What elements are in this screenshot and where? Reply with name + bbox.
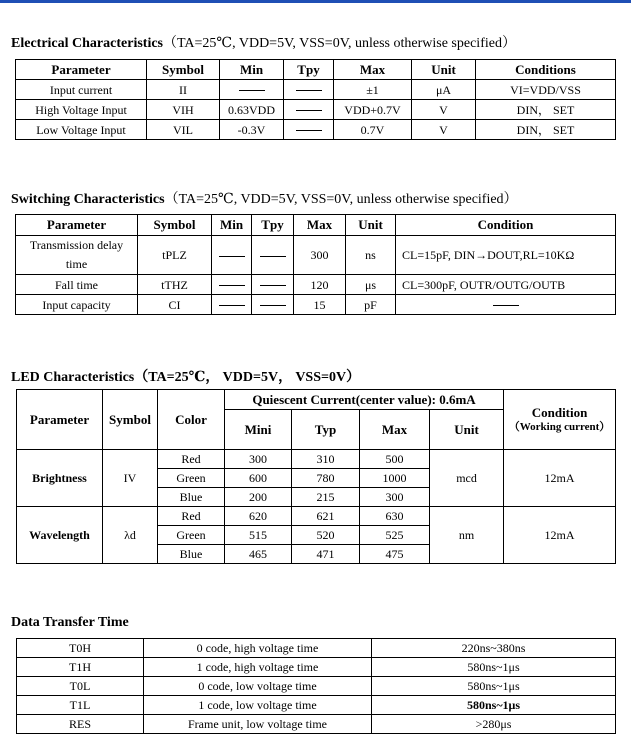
table-cell: IV — [103, 450, 158, 507]
table-cell: Green — [158, 469, 225, 488]
table-cell: Input capacity — [16, 295, 138, 315]
table-cell: Transmission delay time — [16, 236, 138, 275]
table-cell — [220, 80, 284, 100]
table-cell: 475 — [360, 545, 430, 564]
header-cell: Unit — [412, 60, 476, 80]
dash-mark — [260, 256, 286, 257]
dash-mark — [296, 90, 322, 91]
table-row — [17, 658, 616, 677]
table-cell: nm — [430, 507, 504, 564]
dash-mark — [296, 130, 322, 131]
table-row — [16, 275, 616, 295]
table-cell: 220ns~380ns — [372, 639, 616, 658]
table-cell: 520 — [292, 526, 360, 545]
table-cell: V — [412, 120, 476, 140]
transfer-title-text: Data Transfer Time — [11, 615, 129, 630]
table-cell: 621 — [292, 507, 360, 526]
table-cell: Red — [158, 507, 225, 526]
top-rule — [0, 0, 631, 3]
header-cell: Symbol — [147, 60, 220, 80]
table-cell: T0L — [17, 677, 144, 696]
table-cell: 300 — [294, 236, 346, 275]
switching-title — [11, 188, 518, 208]
table-row — [17, 696, 616, 715]
table-cell: CI — [138, 295, 212, 315]
table-cell: Fall time — [16, 275, 138, 295]
table-cell: 300 — [360, 488, 430, 507]
dash-mark — [260, 285, 286, 286]
table-cell: Green — [158, 526, 225, 545]
table-cell — [252, 295, 294, 315]
table-cell: 580ns~1μs — [372, 658, 616, 677]
table-cell: μs — [346, 275, 396, 295]
table-cell: 620 — [225, 507, 292, 526]
header-cell: Typ — [292, 410, 360, 450]
electrical-table — [15, 59, 616, 140]
header-cell: Max — [360, 410, 430, 450]
table-cell — [212, 295, 252, 315]
table-cell: CL=300pF, OUTR/OUTG/OUTB — [396, 275, 616, 295]
table-cell: tPLZ — [138, 236, 212, 275]
header-cell: Tpy — [284, 60, 334, 80]
table-cell: mcd — [430, 450, 504, 507]
dash-mark — [239, 90, 265, 91]
table-cell: 580ns~1μs — [372, 677, 616, 696]
table-cell: VDD+0.7V — [334, 100, 412, 120]
table-row — [17, 450, 616, 469]
table-cell: >280μs — [372, 715, 616, 734]
dash-mark — [219, 285, 245, 286]
header-cell: Tpy — [252, 215, 294, 236]
table-cell: μA — [412, 80, 476, 100]
table-cell — [284, 120, 334, 140]
dash-mark — [219, 305, 245, 306]
table-cell — [252, 275, 294, 295]
table-cell: 580ns~1μs — [372, 696, 616, 715]
table-cell: 0.63VDD — [220, 100, 284, 120]
header-cell: Quiescent Current(center value): 0.6mA — [225, 390, 504, 410]
header-cell: Color — [158, 390, 225, 450]
led-table — [16, 389, 616, 564]
dash-mark — [219, 256, 245, 257]
table-row — [17, 715, 616, 734]
table-cell: 525 — [360, 526, 430, 545]
table-cell: 120 — [294, 275, 346, 295]
table-row — [16, 100, 616, 120]
table-cell: V — [412, 100, 476, 120]
switching-table — [15, 214, 616, 315]
table-row — [16, 120, 616, 140]
header-cell: Unit — [346, 215, 396, 236]
table-cell: DIN， SET — [476, 120, 616, 140]
table-cell: VIH — [147, 100, 220, 120]
table-cell: Wavelength — [17, 507, 103, 564]
table-cell: T0H — [17, 639, 144, 658]
table-header-row — [17, 390, 616, 410]
dash-mark — [260, 305, 286, 306]
table-cell: 0 code, low voltage time — [144, 677, 372, 696]
table-cell: CL=15pF, DIN→DOUT,RL=10KΩ — [396, 236, 616, 275]
electrical-title — [11, 32, 516, 52]
table-cell: High Voltage Input — [16, 100, 147, 120]
table-cell: pF — [346, 295, 396, 315]
table-cell: 0 code, high voltage time — [144, 639, 372, 658]
table-cell: 465 — [225, 545, 292, 564]
header-cell: Parameter — [16, 60, 147, 80]
table-cell: 310 — [292, 450, 360, 469]
table-cell: 600 — [225, 469, 292, 488]
header-cell: Max — [294, 215, 346, 236]
table-cell: T1H — [17, 658, 144, 677]
table-cell: ns — [346, 236, 396, 275]
led-title — [11, 366, 360, 386]
table-cell: Red — [158, 450, 225, 469]
condition-header: Condition — [531, 404, 588, 420]
header-cell — [504, 390, 616, 450]
table-header-row — [16, 215, 616, 236]
table-cell: Blue — [158, 545, 225, 564]
table-cell: ±1 — [334, 80, 412, 100]
table-cell: 780 — [292, 469, 360, 488]
table-row — [16, 236, 616, 275]
table-cell — [252, 236, 294, 275]
table-cell: 1 code, low voltage time — [144, 696, 372, 715]
switching-conditions: （TA=25℃, VDD=5V, VSS=0V, unless otherwise specified） — [164, 192, 518, 207]
dash-mark — [493, 305, 519, 306]
table-cell: RES — [17, 715, 144, 734]
header-cell: Parameter — [16, 215, 138, 236]
header-cell: Conditions — [476, 60, 616, 80]
table-cell: II — [147, 80, 220, 100]
header-cell: Parameter — [17, 390, 103, 450]
condition-subheader: （Working current） — [508, 420, 611, 433]
header-cell: Max — [334, 60, 412, 80]
table-cell: Brightness — [17, 450, 103, 507]
table-cell: tTHZ — [138, 275, 212, 295]
table-cell: 0.7V — [334, 120, 412, 140]
table-cell: 300 — [225, 450, 292, 469]
table-cell — [396, 295, 616, 315]
table-cell — [284, 100, 334, 120]
table-cell: 215 — [292, 488, 360, 507]
table-cell: 200 — [225, 488, 292, 507]
table-cell: Frame unit, low voltage time — [144, 715, 372, 734]
header-cell: Symbol — [103, 390, 158, 450]
led-title-text: LED Characteristics（TA=25℃， VDD=5V， VSS=0V） — [11, 370, 361, 385]
table-cell: T1L — [17, 696, 144, 715]
header-cell: Unit — [430, 410, 504, 450]
table-cell — [212, 275, 252, 295]
electrical-title-text: Electrical Characteristics — [11, 36, 163, 51]
table-row — [17, 639, 616, 658]
table-cell: Low Voltage Input — [16, 120, 147, 140]
table-cell: 630 — [360, 507, 430, 526]
table-cell: Input current — [16, 80, 147, 100]
table-cell: VI=VDD/VSS — [476, 80, 616, 100]
table-cell: Blue — [158, 488, 225, 507]
table-cell: 515 — [225, 526, 292, 545]
switching-title-text: Switching Characteristics — [11, 192, 165, 207]
table-cell — [284, 80, 334, 100]
header-cell: Symbol — [138, 215, 212, 236]
table-cell: 1 code, high voltage time — [144, 658, 372, 677]
table-row — [16, 80, 616, 100]
transfer-title — [11, 615, 129, 631]
transfer-table — [16, 638, 616, 734]
table-cell: λd — [103, 507, 158, 564]
header-cell: Mini — [225, 410, 292, 450]
table-row — [17, 677, 616, 696]
table-cell — [212, 236, 252, 275]
table-cell: 500 — [360, 450, 430, 469]
table-cell: 471 — [292, 545, 360, 564]
electrical-conditions: （TA=25℃, VDD=5V, VSS=0V, unless otherwise specified） — [163, 36, 516, 51]
table-header-row — [16, 60, 616, 80]
table-row — [17, 507, 616, 526]
table-cell: 12mA — [504, 450, 616, 507]
table-cell: 12mA — [504, 507, 616, 564]
header-cell: Condition — [396, 215, 616, 236]
table-row — [16, 295, 616, 315]
dash-mark — [296, 110, 322, 111]
table-cell: VIL — [147, 120, 220, 140]
header-cell: Min — [212, 215, 252, 236]
table-cell: 15 — [294, 295, 346, 315]
table-cell: 1000 — [360, 469, 430, 488]
header-cell: Min — [220, 60, 284, 80]
table-cell: -0.3V — [220, 120, 284, 140]
table-cell: DIN， SET — [476, 100, 616, 120]
